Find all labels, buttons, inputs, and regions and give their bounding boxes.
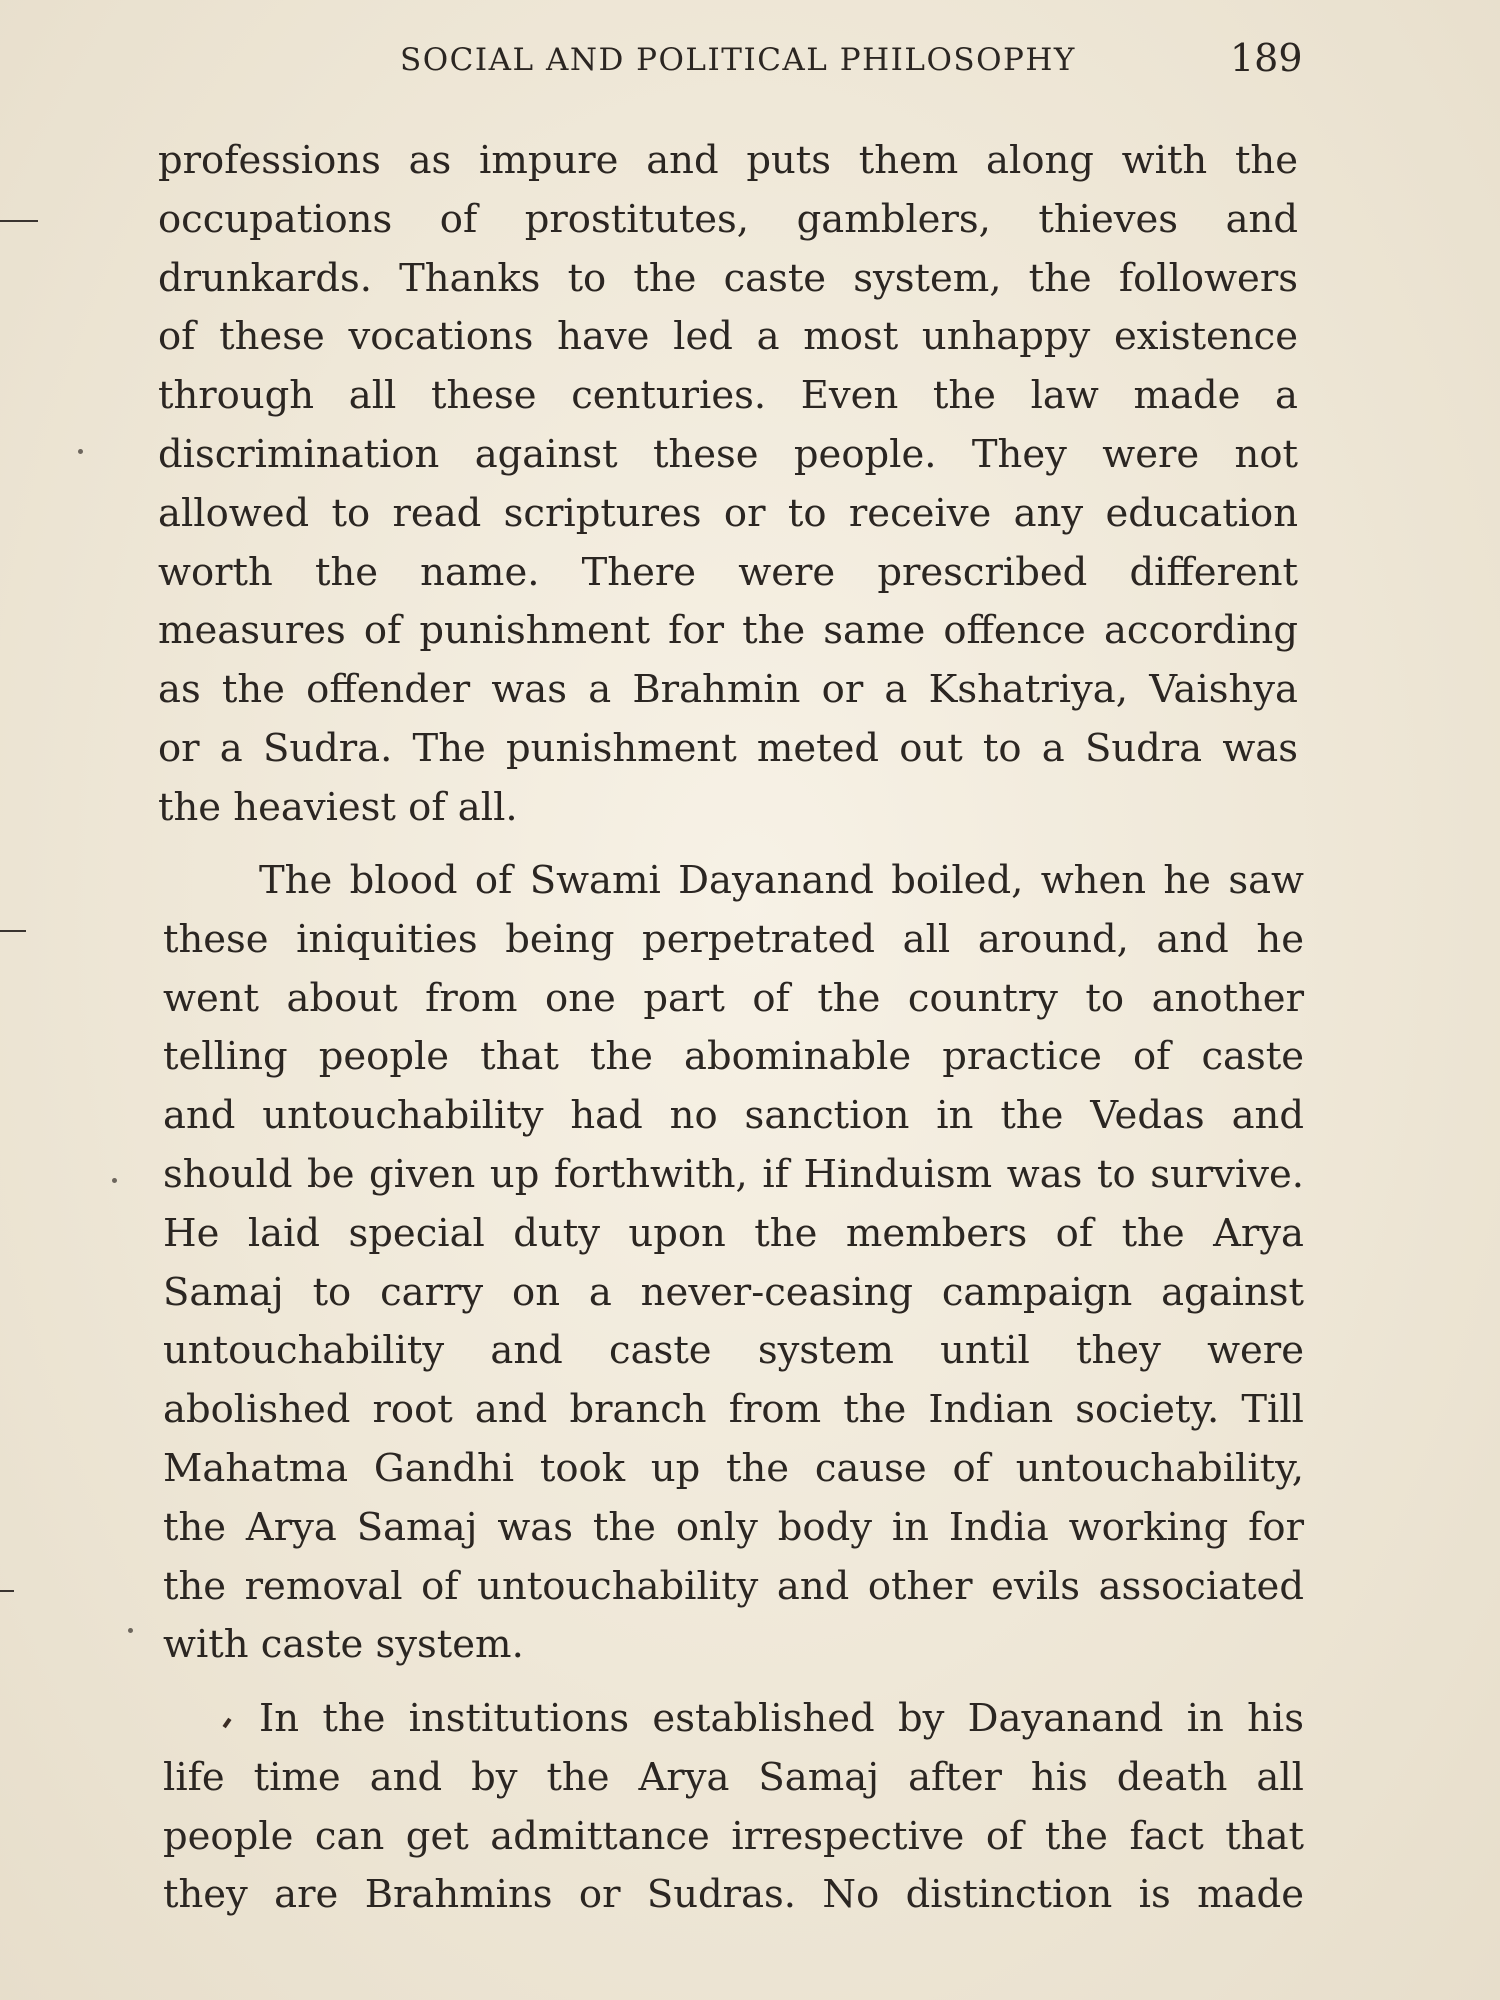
text-line: or a Sudra. The punishment meted out to a Sudra was <box>158 725 1298 771</box>
margin-dot <box>128 1628 133 1633</box>
text-line: drunkards. Thanks to the caste system, the followers <box>158 255 1298 301</box>
paragraph-3 <box>163 1690 1304 1925</box>
text-line: as the offender was a Brahmin or a Kshatriya, Vaishya <box>158 667 1298 713</box>
text-line: should be given up forthwith, if Hinduism was to survive. <box>163 1151 1304 1197</box>
text-line: discrimination against these people. They were not <box>158 431 1298 477</box>
text-line: The blood of Swami Dayanand boiled, when he saw <box>259 858 1304 903</box>
text-line: In the institutions established by Dayanand in his <box>259 1696 1304 1741</box>
text-line: allowed to read scriptures or to receive any education <box>158 490 1298 536</box>
text-line: telling people that the abominable practice of caste <box>163 1034 1304 1080</box>
text-line: through all these centuries. Even the law made a <box>158 373 1298 419</box>
running-head-title: SOCIAL AND POLITICAL PHILOSOPHY <box>400 42 1076 78</box>
margin-mark <box>0 1590 14 1592</box>
text-line: the removal of untouchability and other evils associated <box>163 1563 1304 1609</box>
text-line: the Arya Samaj was the only body in India working for <box>163 1504 1304 1550</box>
text-line: Mahatma Gandhi took up the cause of untouchability, <box>163 1445 1304 1491</box>
text-line: He laid special duty upon the members of the Arya <box>163 1210 1304 1256</box>
text-line: life time and by the Arya Samaj after his death all <box>163 1754 1304 1800</box>
text-line: worth the name. There were prescribed different <box>158 549 1298 595</box>
text-line: Samaj to carry on a never-ceasing campaign against <box>163 1269 1304 1315</box>
text-line: measures of punishment for the same offence according <box>158 608 1298 654</box>
margin-dot <box>112 1178 117 1183</box>
text-line: and untouchability had no sanction in the Vedas and <box>163 1093 1304 1139</box>
text-line: with caste system. <box>163 1622 524 1668</box>
paragraph-1 <box>158 132 1298 838</box>
text-line: went about from one part of the country to another <box>163 975 1304 1021</box>
margin-mark <box>0 930 26 932</box>
text-line: people can get admittance irrespective of the fact that <box>163 1813 1304 1859</box>
text-line: the heaviest of all. <box>158 784 518 830</box>
text-line: untouchability and caste system until they were <box>163 1328 1304 1374</box>
text-line: occupations of prostitutes, gamblers, thieves and <box>158 196 1298 242</box>
text-line: of these vocations have led a most unhappy existence <box>158 314 1298 360</box>
text-line: they are Brahmins or Sudras. No distinction is made <box>163 1872 1304 1918</box>
text-line: abolished root and branch from the Indian society. Till <box>163 1387 1304 1433</box>
text-line: these iniquities being perpetrated all around, and he <box>163 916 1304 962</box>
margin-dot <box>78 449 83 454</box>
text-line: professions as impure and puts them along with the <box>158 138 1298 183</box>
paragraph-2 <box>163 852 1304 1675</box>
page-number: 189 <box>1230 36 1303 80</box>
margin-mark <box>0 220 38 222</box>
